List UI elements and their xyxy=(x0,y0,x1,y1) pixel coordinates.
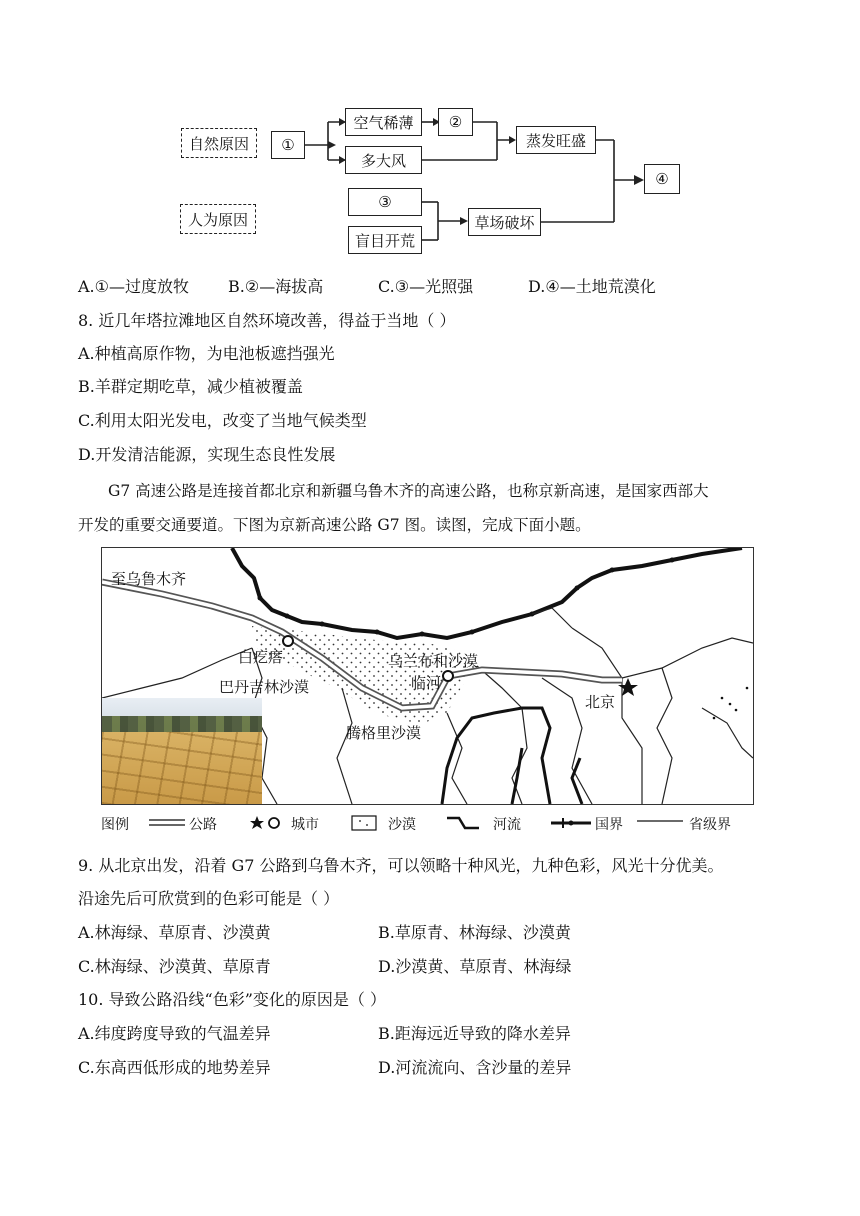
q10-stem: 10. 导致公路沿线“色彩”变化的原因是（ ） xyxy=(78,990,386,1009)
q9-option-d: D.沙漠黄、草原青、林海绿 xyxy=(378,957,572,976)
thin-air-label: 空气稀薄 xyxy=(353,113,414,132)
legend-province: 省级界 xyxy=(689,817,731,833)
q7-option-b: B.②—海拔高 xyxy=(228,277,324,296)
legend-road-icon xyxy=(149,818,185,828)
label-to-urumqi: 至乌鲁木齐 xyxy=(111,570,187,588)
desert-grid-photo xyxy=(102,698,262,804)
thin-air-box xyxy=(345,108,422,136)
passage-line-2: 开发的重要交通要道。下图为京新高速公路 G7 图。读图，完成下面小题。 xyxy=(78,516,591,534)
q9-stem-line-1: 9. 从北京出发，沿着 G7 公路到乌鲁木齐，可以领略十种风光，九种色彩，风光十分优美。 xyxy=(78,856,724,875)
grassland-damage-box xyxy=(468,208,541,236)
q9-option-b: B.草原青、林海绿、沙漠黄 xyxy=(378,923,571,942)
blank-4-box xyxy=(644,164,680,194)
natural-cause-box xyxy=(181,128,257,158)
human-cause-box xyxy=(180,204,256,234)
q8-option-c: C.利用太阳光发电，改变了当地气候类型 xyxy=(78,411,367,430)
blank-2-label: ② xyxy=(448,113,463,131)
legend-river-icon xyxy=(445,815,479,831)
legend-road: 公路 xyxy=(189,817,217,833)
blank-1-box xyxy=(271,131,305,159)
g7-map xyxy=(101,547,754,805)
legend-border: 国界 xyxy=(595,817,623,833)
legend-border-icon xyxy=(551,817,591,829)
blind-reclaim-box xyxy=(348,226,422,254)
city-marker-linhe xyxy=(443,671,453,681)
q8-option-d: D.开发清洁能源，实现生态良性发展 xyxy=(78,445,336,464)
city-marker-baiyinji xyxy=(283,636,293,646)
human-cause-label: 人为原因 xyxy=(187,210,248,229)
blank-3-box xyxy=(348,188,422,216)
q10-option-c: C.东高西低形成的地势差异 xyxy=(78,1058,271,1077)
natural-cause-label: 自然原因 xyxy=(188,134,249,153)
label-baiyinji: 白疙瘩 xyxy=(238,648,284,666)
q8-option-b: B.羊群定期吃草，减少植被覆盖 xyxy=(78,377,303,396)
evaporation-box xyxy=(516,126,596,154)
legend-city: 城市 xyxy=(291,817,319,833)
passage-line-1: G7 高速公路是连接首都北京和新疆乌鲁木齐的高速公路，也称京新高速，是国家西部大 xyxy=(108,482,709,500)
blank-1-label: ① xyxy=(281,136,295,154)
blank-3-label: ③ xyxy=(378,193,392,211)
q9-stem-line-2: 沿途先后可欣赏到的色彩可能是（ ） xyxy=(78,889,340,908)
legend-desert-icon xyxy=(351,815,377,831)
q7-option-d: D.④—土地荒漠化 xyxy=(528,277,656,296)
q10-option-d: D.河流流向、含沙量的差异 xyxy=(378,1058,572,1077)
map-legend xyxy=(101,814,761,836)
blank-4-label: ④ xyxy=(655,170,669,188)
windy-label: 多大风 xyxy=(360,151,406,170)
label-tengger-desert: 腾格里沙漠 xyxy=(346,724,422,742)
legend-city-icon xyxy=(249,815,283,831)
blind-reclaim-label: 盲目开荒 xyxy=(354,231,415,250)
flowchart-connectors xyxy=(0,0,860,270)
q8-stem: 8. 近几年塔拉滩地区自然环境改善，得益于当地（ ） xyxy=(78,311,456,330)
label-badain-jaran-desert: 巴丹吉林沙漠 xyxy=(219,678,310,696)
q9-option-a: A.林海绿、草原青、沙漠黄 xyxy=(78,923,271,942)
q8-option-a: A.种植高原作物，为电池板遮挡强光 xyxy=(78,344,335,363)
q10-option-b: B.距海远近导致的降水差异 xyxy=(378,1024,571,1043)
q7-option-a: A.①—过度放牧 xyxy=(78,277,189,296)
q10-option-a: A.纬度跨度导致的气温差异 xyxy=(78,1024,271,1043)
legend-province-icon xyxy=(637,818,683,824)
evaporation-label: 蒸发旺盛 xyxy=(525,131,586,150)
label-linhe: 临河 xyxy=(411,674,442,692)
label-beijing: 北京 xyxy=(585,693,616,711)
legend-desert: 沙漠 xyxy=(388,817,416,833)
blank-2-box xyxy=(438,108,473,136)
windy-box xyxy=(345,146,422,174)
q7-option-c: C.③—光照强 xyxy=(378,277,474,296)
legend-river: 河流 xyxy=(493,817,521,833)
legend-title: 图例 xyxy=(101,817,129,833)
grassland-damage-label: 草场破坏 xyxy=(474,213,535,232)
label-ulan-buh-desert: 乌兰布和沙漠 xyxy=(388,652,479,670)
q9-option-c: C.林海绿、沙漠黄、草原青 xyxy=(78,957,271,976)
